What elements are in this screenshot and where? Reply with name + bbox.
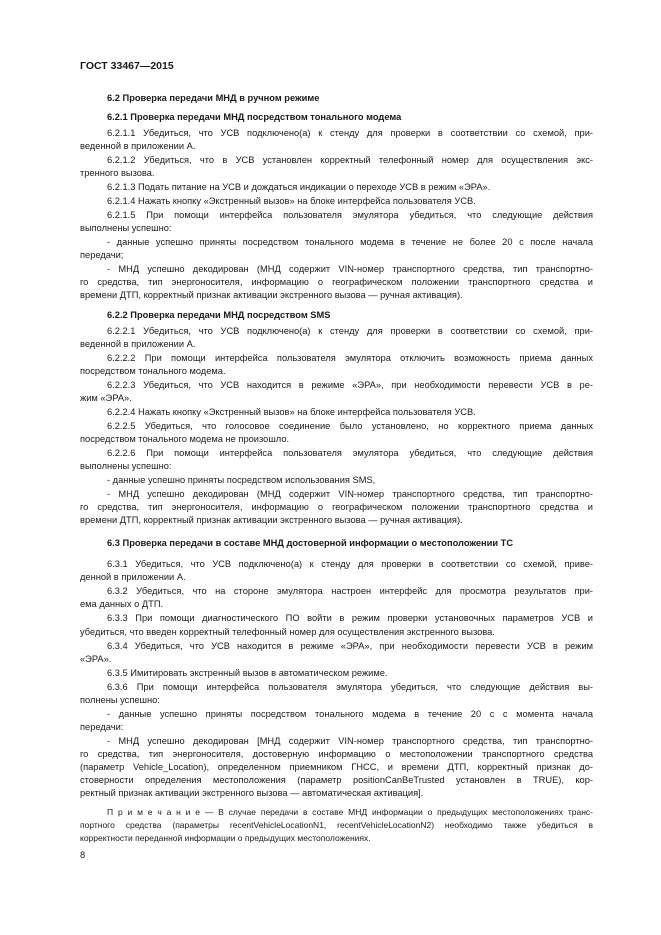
paragraph-line: 6.2.1.5 При помощи интерфейса пользователя эмулятора убедиться, что следующие действия bbox=[107, 210, 593, 220]
paragraph-line: убедиться, что введен корректный телефонный номер для осуществления экстренного вызова. bbox=[80, 627, 495, 637]
paragraph-line: веденной в приложении А. bbox=[80, 339, 196, 349]
list-item-line: времени ДТП, корректный признак активации экстренного вызова — ручная активация). bbox=[80, 290, 463, 300]
list-item-line: (параметр Vehicle_Location), определенном приемником ГНСС, и времени ДТП, корректный признак до- bbox=[80, 762, 593, 772]
paragraph-line: 6.2.2.2 При помощи интерфейса пользователя эмулятора отключить возможность приема данных bbox=[107, 353, 593, 363]
paragraph-line: посредством тонального модема. bbox=[80, 366, 226, 376]
list-item-line: времени ДТП, корректный признак активации экстренного вызова — ручная активация). bbox=[80, 515, 463, 525]
paragraph-line: 6.2.1.2 Убедиться, что в УСВ установлен корректный телефонный номер для осуществления экс- bbox=[107, 155, 593, 165]
list-item-line: - МНД успешно декодирован (МНД содержит VIN-номер транспортного средства, тип транспортно- bbox=[107, 489, 593, 499]
note-line: портного средства (параметры recentVehicleLocationN1, recentVehicleLocationN2) необходимо также убедиться в bbox=[80, 820, 593, 830]
paragraph-line: полнены успешно: bbox=[80, 695, 160, 705]
paragraph-line: веденной в приложении А. bbox=[80, 141, 196, 151]
paragraph-line: посредством тонального модема не произошло. bbox=[80, 434, 290, 444]
paragraph-line: 6.3.2 Убедиться, что на стороне эмулятора настроен интерфейс для просмотра результатов при- bbox=[107, 586, 593, 596]
paragraph-line: тренного вызова. bbox=[80, 168, 155, 178]
note-line: П р и м е ч а н и е — В случае передачи в составе МНД информации о предыдущих местоположениях транс- bbox=[107, 807, 593, 817]
list-item-line: стоверности определения местоположения (параметр positionCanBeTrusted установлен в TRUE), кор- bbox=[80, 775, 593, 785]
paragraph-line: ема данных о ДТП. bbox=[80, 599, 164, 609]
list-item-line: - МНД успешно декодирован (МНД содержит VIN-номер транспортного средства, тип транспортно- bbox=[107, 264, 593, 274]
list-item-line: передачи; bbox=[80, 250, 124, 260]
paragraph-line: 6.2.1.3 Подать питание на УСВ и дождаться индикации о переходе УСВ в режим «ЭРА». bbox=[107, 182, 491, 192]
subsection-heading-6-2-1: 6.2.1 Проверка передачи МНД посредством тонального модема bbox=[107, 112, 402, 122]
paragraph-line: жим «ЭРА». bbox=[80, 393, 132, 403]
paragraph-line: 6.3.5 Имитировать экстренный вызов в автоматическом режиме. bbox=[107, 668, 388, 678]
paragraph-line: 6.2.2.4 Нажать кнопку «Экстренный вызов» на блоке интерфейса пользователя УСВ. bbox=[107, 407, 476, 417]
subsection-heading-6-2-2: 6.2.2 Проверка передачи МНД посредством SMS bbox=[107, 310, 331, 320]
paragraph-line: 6.3.1 Убедиться, что УСВ подключено(а) к стенду для проверки в соответствии со схемой, приве- bbox=[107, 559, 593, 569]
standard-header: ГОСТ 33467—2015 bbox=[80, 60, 174, 72]
page-number: 8 bbox=[80, 850, 86, 860]
list-item-line: - данные успешно приняты посредством тонального модема в течение 20 с с момента начала bbox=[107, 709, 593, 719]
paragraph-line: «ЭРА». bbox=[80, 654, 112, 664]
list-item-line: ректный признак активации экстренного вызова — автоматическая активация]. bbox=[80, 788, 424, 798]
list-item-line: - данные успешно приняты посредством использования SMS, bbox=[107, 475, 376, 485]
paragraph-line: 6.2.2.3 Убедиться, что УСВ находится в режиме «ЭРА», при необходимости перевести УСВ в ре- bbox=[107, 380, 593, 390]
paragraph-line: 6.3.4 Убедиться, что УСВ находится в режиме «ЭРА», при необходимости перевести УСВ в режим bbox=[107, 641, 593, 651]
paragraph-line: 6.3.6 При помощи интерфейса пользователя эмулятора убедиться, что следующие действия вы- bbox=[107, 682, 593, 692]
list-item-line: передачи: bbox=[80, 722, 124, 732]
section-heading-6-3: 6.3 Проверка передачи в составе МНД достоверной информации о местоположении ТС bbox=[107, 538, 514, 548]
list-item-line: - МНД успешно декодирован [МНД содержит VIN-номер транспортного средства, тип транспортно- bbox=[107, 736, 593, 746]
paragraph-line: 6.2.2.6 При помощи интерфейса пользователя эмулятора убедиться, что следующие действия bbox=[107, 448, 593, 458]
paragraph-line: денной в приложении А. bbox=[80, 572, 186, 582]
paragraph-line: 6.3.3 При помощи диагностического ПО войти в режим проверки установочных параметров УСВ и bbox=[107, 613, 593, 623]
paragraph-line: выполнены успешно: bbox=[80, 461, 172, 471]
note-line: корректности переданной информации о предыдущих местоположениях. bbox=[80, 833, 371, 843]
list-item-line: го средства, тип энергоносителя, информацию о географическом положении транспортного средства и bbox=[80, 277, 593, 287]
paragraph-line: 6.2.1.1 Убедиться, что УСВ подключено(а) к стенду для проверки в соответствии со схемой, при- bbox=[107, 128, 593, 138]
list-item-line: го средства, тип энергоносителя, информацию о географическом положении транспортного средства и bbox=[80, 502, 593, 512]
paragraph-line: 6.2.2.1 Убедиться, что УСВ подключено(а) к стенду для проверки в соответствии со схемой, при- bbox=[107, 326, 593, 336]
paragraph-line: выполнены успешно: bbox=[80, 223, 172, 233]
section-heading-6-2: 6.2 Проверка передачи МНД в ручном режиме bbox=[107, 93, 320, 103]
paragraph-line: 6.2.2.5 Убедиться, что голосовое соединение было установлено, но корректного приема данных bbox=[107, 421, 593, 431]
paragraph-line: 6.2.1.4 Нажать кнопку «Экстренный вызов» на блоке интерфейса пользователя УСВ. bbox=[107, 196, 476, 206]
list-item-line: го средства, тип энергоносителя, достоверную информацию о местоположении транспортного средства bbox=[80, 749, 593, 759]
list-item-line: - данные успешно приняты посредством тонального модема в течение не более 20 с после начала bbox=[107, 237, 593, 247]
